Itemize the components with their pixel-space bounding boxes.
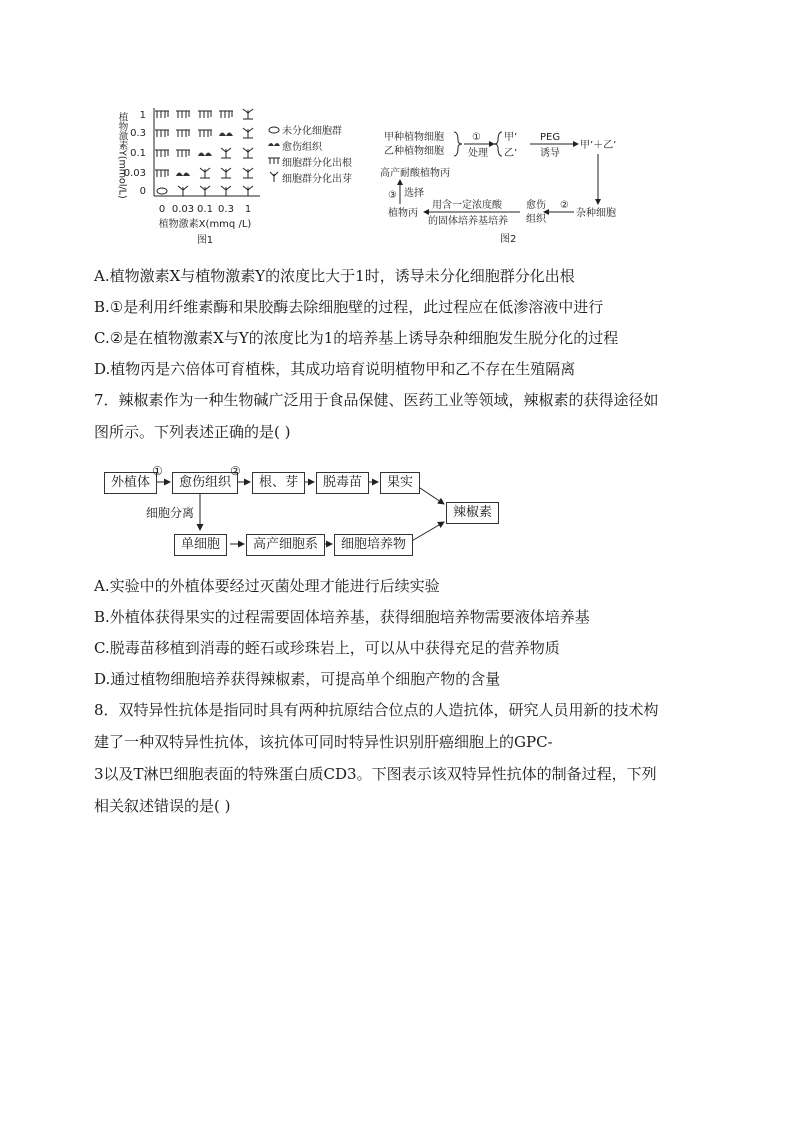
fig2-jia1: 甲’ <box>504 132 518 143</box>
shoot-icon <box>221 186 231 196</box>
q6-option-b: B.①是利用纤维素酶和果胶酶去除细胞壁的过程，此过程应在低渗溶液中进行 <box>94 298 604 316</box>
q8-stem-line2: 建了一种双特异性抗体，该抗体可同时特异性识别肝癌细胞上的GPC- <box>94 733 553 751</box>
shoot-icon <box>178 186 188 196</box>
q7-stem-line1: 7．辣椒素作为一种生物碱广泛用于食品保健、医药工业等领域，辣椒素的获得途径如 <box>94 391 659 409</box>
fig1-legend-item: 未分化细胞群 <box>282 126 342 137</box>
shoot-icon <box>243 148 253 158</box>
fig1-xtick: 0 <box>158 204 166 215</box>
fig1-ylabel: 植物激素Y(mmol/L) <box>116 112 128 199</box>
flow-fruit: 果实 <box>380 472 420 494</box>
root-icon <box>198 130 212 137</box>
q7-option-b: B.外植体获得果实的过程需要固体培养基，获得细胞培养物需要液体培养基 <box>94 608 590 626</box>
fig1-legend-item: 愈伤组织 <box>282 142 322 153</box>
root-icon <box>176 111 190 118</box>
shoot-icon <box>200 186 210 196</box>
fig2-medium1: 用含一定浓度酸 <box>432 200 502 211</box>
q7-stem-line2: 图所示。下列表述正确的是( ) <box>94 423 291 441</box>
fig1-ytick: 0.1 <box>130 148 146 159</box>
fig1-caption: 图1 <box>196 235 214 246</box>
q8-stem-line1: 8．双特异性抗体是指同时具有两种抗原结合位点的人造抗体，研究人员用新的技术构 <box>94 701 659 719</box>
flow-capsaicin: 辣椒素 <box>446 502 499 524</box>
fig2-step3: ③ <box>388 190 397 201</box>
q7-option-d: D.通过植物细胞培养获得辣椒素，可提高单个细胞产物的含量 <box>94 670 501 688</box>
root-icon <box>268 158 280 164</box>
fig1-legend-item: 细胞群分化出芽 <box>282 174 352 185</box>
callus-icon <box>176 173 190 177</box>
flow-arrow <box>410 522 444 542</box>
figure-1 <box>110 100 370 250</box>
flow-step2: ② <box>230 464 241 478</box>
q6-option-d: D.植物丙是六倍体可育植株，其成功培育说明植物甲和乙不存在生殖隔离 <box>94 360 576 378</box>
flow-callus: 愈伤组织 <box>172 472 238 494</box>
fig2-select: 选择 <box>404 188 424 199</box>
flow-single: 单细胞 <box>174 534 227 556</box>
root-icon <box>176 150 190 157</box>
root-icon <box>155 170 169 177</box>
fig2-induce: 诱导 <box>540 148 560 159</box>
fig2-cell-b: 乙种植物细胞 <box>384 146 444 157</box>
q7-flowchart <box>100 466 520 566</box>
flow-culture: 细胞培养物 <box>334 534 413 556</box>
fig2-callus2: 组织 <box>526 214 546 225</box>
undifferentiated-icon <box>269 127 279 133</box>
shoot-icon <box>221 148 231 158</box>
root-icon <box>155 150 169 157</box>
figure-1-graphic <box>110 100 370 250</box>
fig1-ytick: 1 <box>139 110 146 121</box>
fig2-medium2: 的固体培养基培养 <box>428 216 508 227</box>
fig1-xlabel: 植物激素X(mmq /L) <box>158 219 252 230</box>
fig2-brace <box>454 132 462 156</box>
shoot-icon <box>200 168 210 178</box>
fig2-callus1: 愈伤 <box>526 200 546 211</box>
root-icon <box>198 111 212 118</box>
fig2-step2: ② <box>560 200 569 211</box>
fig2-yi1: 乙’ <box>504 148 518 159</box>
fig2-caption: 图2 <box>500 234 517 245</box>
fig2-brace <box>494 132 502 156</box>
q7-option-a: A.实验中的外植体要经过灭菌处理才能进行后续实验 <box>94 577 440 595</box>
flow-roots: 根、芽 <box>252 472 305 494</box>
fig1-ytick: 0 <box>139 186 146 197</box>
root-icon <box>176 130 190 137</box>
figure-2-graphic <box>380 128 640 246</box>
fig2-hybrid: 杂种细胞 <box>576 208 616 219</box>
fig1-glyph-grid <box>155 109 253 196</box>
flow-highline: 高产细胞系 <box>246 534 325 556</box>
undifferentiated-icon <box>157 188 167 194</box>
fig2-high-acid: 高产耐酸植物丙 <box>380 168 450 179</box>
flow-step1: ① <box>152 464 163 478</box>
fig1-legend-item: 细胞群分化出根 <box>282 158 352 169</box>
fig1-xtick: 0.03 <box>171 204 195 215</box>
callus-icon <box>219 133 233 137</box>
q8-stem-line4: 相关叙述错误的是( ) <box>94 797 231 815</box>
flow-explant: 外植体 <box>104 472 157 494</box>
fig1-xtick: 0.3 <box>218 204 234 215</box>
shoot-icon <box>243 186 253 196</box>
callus-icon <box>198 153 212 157</box>
figure-2 <box>380 128 640 246</box>
fig2-fused: 甲’＋乙’ <box>580 140 617 151</box>
shoot-icon <box>243 128 253 138</box>
fig1-xtick: 0.1 <box>197 204 213 215</box>
root-icon <box>155 111 169 118</box>
fig2-step1: ① <box>472 132 481 143</box>
root-icon <box>155 130 169 137</box>
callus-icon <box>268 143 280 146</box>
shoot-icon <box>270 172 278 182</box>
q7-option-c: C.脱毒苗移植到消毒的蛭石或珍珠岩上，可以从中获得充足的营养物质 <box>94 639 560 657</box>
q6-option-a: A.植物激素X与植物激素Y的浓度比大于1时，诱导未分化细胞群分化出根 <box>94 267 575 285</box>
fig2-peg: PEG <box>540 132 561 143</box>
fig2-cell-a: 甲种植物细胞 <box>384 132 444 143</box>
shoot-icon <box>243 168 253 178</box>
flow-separate: 细胞分离 <box>146 506 195 520</box>
fig1-xtick: 1 <box>244 204 252 215</box>
fig1-ytick: 0.3 <box>130 128 146 139</box>
root-icon <box>219 111 233 118</box>
q8-stem-line3: 3以及T淋巴细胞表面的特殊蛋白质CD3。下图表示该双特异性抗体的制备过程，下列 <box>94 765 657 783</box>
fig2-plant-c: 植物丙 <box>388 208 418 219</box>
q6-option-c: C.②是在植物激素X与Y的浓度比为1的培养基上诱导杂种细胞发生脱分化的过程 <box>94 329 619 347</box>
fig1-ytick: 0.03 <box>123 168 146 179</box>
flow-virusfree: 脱毒苗 <box>316 472 369 494</box>
shoot-icon <box>243 109 253 119</box>
fig2-process: 处理 <box>468 148 488 159</box>
shoot-icon <box>221 168 231 178</box>
